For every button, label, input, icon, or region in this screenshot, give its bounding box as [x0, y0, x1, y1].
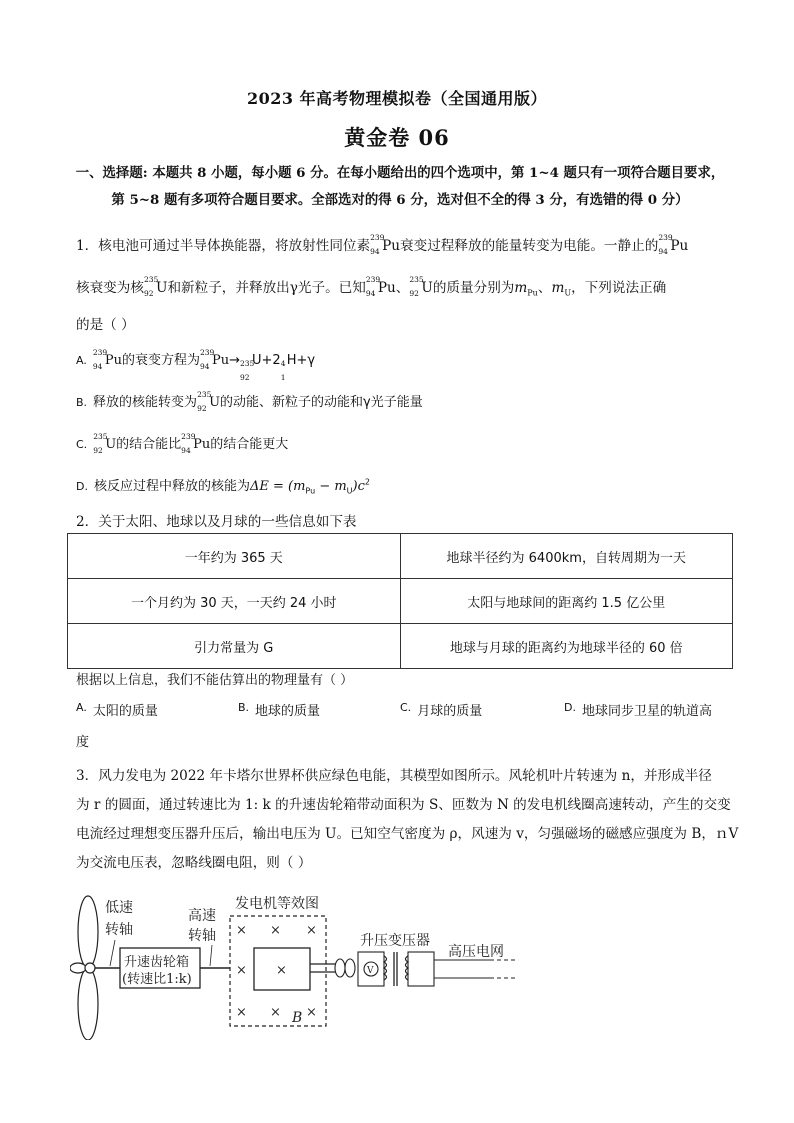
table-cell: 一个月约为 30 天，一天约 24 小时 — [68, 579, 401, 624]
table-cell: 引力常量为 G — [68, 624, 401, 669]
mass-u: m — [551, 280, 565, 296]
q1-option-d[interactable]: D. 核反应过程中释放的核能为$\Delta E = (m_{Pu} - m_U)c^2$ — [76, 477, 370, 496]
q2-option-a[interactable]: A. 太阳的质量 — [76, 701, 158, 719]
table-cell: 一年约为 365 天 — [68, 534, 401, 579]
svg-text:×: × — [236, 923, 247, 938]
exam-subtitle: 黄金卷 06 — [344, 125, 450, 150]
section-instructions — [60, 160, 740, 214]
table-cell: 地球半径约为 6400km，自转周期为一天 — [400, 534, 733, 579]
gearbox-ratio: (转速比1:k) — [122, 972, 192, 987]
coil-cross-icon: × — [276, 963, 287, 978]
table-cell: 地球与月球的距离约为地球半径的 60 倍 — [400, 624, 733, 669]
low-shaft-label: 转轴 — [105, 922, 133, 938]
high-shaft-label: 转轴 — [188, 928, 216, 944]
wind-generator-diagram — [70, 890, 530, 1040]
q1-text: 衰变过程释放的能量转变为电能。一静止的 — [400, 238, 659, 254]
svg-text:×: × — [236, 963, 247, 978]
q1-line-2: 核衰变为核 235 92 U和新粒子，并释放出γ光子。已知 239 94 Pu、 235 92 U的质量分别为$m_{Pu}$、$m_U$，下列说法正确 — [76, 275, 667, 298]
svg-text:×: × — [270, 923, 281, 938]
q1-line-3: 的是（ ） — [76, 317, 135, 333]
q1-text: 核衰变为核 — [76, 280, 144, 296]
gearbox-label: 升速齿轮箱 — [124, 955, 190, 970]
pu-nuclide: 239 94 Pu — [365, 275, 396, 298]
q2-option-d-wrap: 度 — [76, 735, 90, 750]
q1-line-1 — [76, 234, 688, 254]
table-row — [68, 579, 733, 624]
q2-option-c[interactable]: C. 月球的质量 — [400, 701, 483, 719]
svg-text:×: × — [236, 1005, 247, 1020]
section-line-2: 第 5~8 题有多项符合题目要求。全部选对的得 6 分，选对但不全的得 3 分，有选错的得 0 分） — [111, 192, 689, 208]
exam-title: 2023 年高考物理模拟卷（全国通用版） — [246, 89, 548, 108]
q2-option-b[interactable]: B. 地球的质量 — [238, 701, 321, 719]
u-nuclide: 235 92 U — [143, 275, 168, 298]
generator-label: 发电机等效图 — [235, 896, 319, 912]
section-line-1: 一、选择题: 本题共 8 小题，每小题 6 分。在每小题给出的四个选项中，第 1~4 题只有一项符合题目要求， — [75, 165, 725, 181]
q1-option-c[interactable]: C. 235 92 U的结合能比 239 94 Pu的结合能更大 — [76, 432, 289, 455]
table-cell: 太阳与地球间的距离约 1.5 亿公里 — [400, 579, 733, 624]
q3-line-3: 电流经过理想变压器升压后，输出电压为 U。已知空气密度为 ρ，风速为 v，匀强磁场的磁感应强度为 B，ｎV — [76, 826, 739, 842]
q3-line-1: 3．风力发电为 2022 年卡塔尔世界杯供应绿色电能，其模型如图所示。风轮机叶片转速为 n，并形成半径 — [76, 768, 712, 784]
q3-line-4: 为交流电压表，忽略线圈电阻，则（ ） — [76, 855, 312, 871]
table-row — [68, 624, 733, 669]
q2-ask: 根据以上信息，我们不能估算出的物理量有（ ） — [76, 673, 354, 688]
voltmeter-label: V — [367, 966, 374, 976]
mass-pu: m — [514, 280, 528, 296]
hub-icon — [85, 963, 95, 973]
q1-text: 和新粒子，并释放出γ光子。已知 — [167, 280, 366, 296]
pu-nuclide: 239 94 Pu — [658, 233, 689, 256]
table-row — [68, 534, 733, 579]
q2-stem: 2．关于太阳、地球以及月球的一些信息如下表 — [76, 514, 357, 530]
slip-ring-icon — [345, 959, 355, 977]
low-speed-label: 低速 — [105, 900, 133, 916]
info-table — [67, 533, 733, 669]
q1-text: 1．核电池可通过半导体换能器，将放射性同位素 — [76, 238, 371, 254]
pu-nuclide: 239 94 Pu — [370, 233, 401, 256]
field-label-b: B — [292, 1010, 303, 1026]
svg-text:×: × — [306, 1005, 317, 1020]
q2-option-d[interactable]: D. 地球同步卫星的轨道高 — [564, 701, 712, 719]
q3-line-2: 为 r 的圆面，通过转速比为 1: k 的升速齿轮箱带动面积为 S、匝数为 N 的发电机线圈高速转动，产生的交变 — [76, 797, 731, 813]
svg-text:×: × — [306, 923, 317, 938]
transformer-label: 升压变压器 — [360, 933, 430, 949]
grid-label: 高压电网 — [448, 944, 504, 960]
slip-ring-icon — [335, 959, 345, 977]
high-speed-label: 高速 — [188, 908, 216, 924]
q1-option-a[interactable]: A. 239 94 Pu的衰变方程为 239 94 Pu→ 235 92 U+2 4 1 H+γ — [76, 348, 316, 382]
svg-text:×: × — [270, 1005, 281, 1020]
q1-option-b[interactable]: B. 释放的核能转变为 235 92 U的动能、新粒子的动能和γ光子能量 — [76, 390, 423, 413]
u-nuclide: 235 92 U — [409, 275, 433, 298]
